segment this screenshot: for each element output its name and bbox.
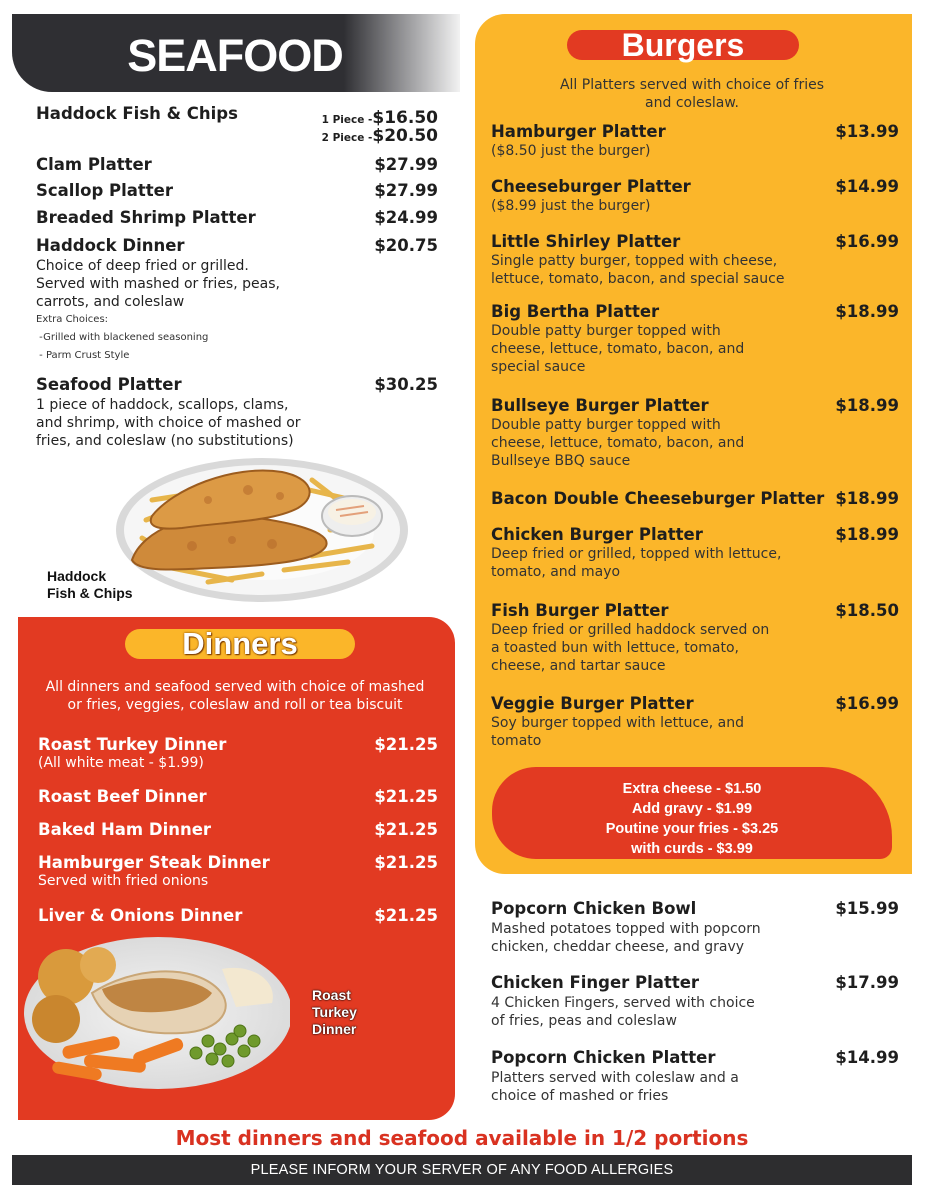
menu-item-chicken-finger-platter bbox=[491, 973, 899, 1030]
item-price: $20.75 bbox=[374, 236, 438, 255]
caption-line: Dinner bbox=[312, 1021, 357, 1037]
desc-line: Deep fried or grilled, topped with lettuce, bbox=[491, 546, 782, 562]
item-name: Scallop Platter bbox=[36, 181, 173, 200]
item-name: Breaded Shrimp Platter bbox=[36, 208, 256, 227]
tier-label: 1 Piece - bbox=[321, 114, 373, 126]
item-price: $21.25 bbox=[374, 820, 438, 839]
desc-line: tomato, and mayo bbox=[491, 564, 621, 580]
menu-item-cheeseburger-platter bbox=[491, 177, 899, 215]
item-price: $21.25 bbox=[374, 787, 438, 806]
desc-line: Single patty burger, topped with cheese, bbox=[491, 253, 778, 269]
item-price: $21.25 bbox=[374, 735, 438, 754]
seafood-title: SEAFOOD bbox=[127, 30, 343, 81]
tier-price: $16.50 bbox=[372, 108, 438, 128]
extra-choice: -Grilled with blackened seasoning bbox=[36, 332, 209, 343]
tier-price: $20.50 bbox=[372, 126, 438, 146]
item-name: Chicken Finger Platter bbox=[491, 973, 700, 992]
menu-item-veggie-burger-platter bbox=[491, 694, 899, 750]
item-price: $17.99 bbox=[835, 973, 899, 992]
item-price: $14.99 bbox=[835, 177, 899, 196]
price-tier-2-piece bbox=[322, 126, 438, 146]
burgers-intro bbox=[520, 76, 864, 112]
extra-choices-label: Extra Choices: bbox=[36, 314, 109, 325]
extra-option: Add gravy - $1.99 bbox=[631, 801, 753, 817]
intro-line: All dinners and seafood served with choice of mashed bbox=[45, 679, 425, 695]
menu-item-popcorn-chicken-platter bbox=[491, 1048, 899, 1105]
item-name: Veggie Burger Platter bbox=[491, 694, 694, 713]
desc-line: lettuce, tomato, bacon, and special sauce bbox=[491, 271, 785, 287]
desc-line: cheese, lettuce, tomato, bacon, and bbox=[491, 435, 745, 451]
item-price: $16.99 bbox=[835, 232, 899, 251]
desc-line: Choice of deep fried or grilled. bbox=[36, 258, 249, 274]
allergy-notice: PLEASE INFORM YOUR SERVER OF ANY FOOD ALLERGIES bbox=[12, 1155, 912, 1185]
item-price: $27.99 bbox=[374, 155, 438, 174]
desc-line: Double patty burger topped with bbox=[491, 323, 721, 339]
desc-line: fries, and coleslaw (no substitutions) bbox=[36, 433, 294, 449]
desc-line: ($8.50 just the burger) bbox=[491, 143, 651, 159]
item-name: Roast Beef Dinner bbox=[38, 787, 207, 806]
menu-item-roast-beef-dinner bbox=[38, 787, 438, 806]
item-price: $18.99 bbox=[835, 396, 899, 415]
menu-item-bullseye-burger-platter bbox=[491, 396, 899, 470]
haddock-photo-caption bbox=[47, 568, 133, 602]
desc-line: 4 Chicken Fingers, served with choice bbox=[491, 995, 755, 1011]
menu-item-liver-onions-dinner bbox=[38, 906, 438, 925]
menu-item-little-shirley-platter bbox=[491, 232, 899, 288]
item-description bbox=[491, 252, 899, 288]
item-price: $27.99 bbox=[374, 181, 438, 200]
item-price: $18.99 bbox=[835, 525, 899, 544]
item-description bbox=[491, 322, 899, 376]
dinners-intro bbox=[30, 678, 440, 714]
caption-line: Turkey bbox=[312, 1004, 357, 1020]
item-description bbox=[491, 714, 899, 750]
caption-line: Fish & Chips bbox=[47, 585, 133, 601]
desc-line: carrots, and coleslaw bbox=[36, 294, 185, 310]
item-name: Clam Platter bbox=[36, 155, 152, 174]
item-name: Bullseye Burger Platter bbox=[491, 396, 709, 415]
extra-option: with curds - $3.99 bbox=[631, 841, 753, 857]
desc-line: cheese, and tartar sauce bbox=[491, 658, 666, 674]
item-description bbox=[491, 416, 899, 470]
item-description: (All white meat - $1.99) bbox=[38, 755, 204, 771]
half-portions-note: Most dinners and seafood available in 1/2 portions bbox=[175, 1126, 749, 1150]
item-description bbox=[491, 994, 899, 1030]
item-name: Big Bertha Platter bbox=[491, 302, 660, 321]
menu-item-breaded-shrimp-platter bbox=[36, 208, 438, 227]
extra-choice: - Parm Crust Style bbox=[36, 350, 130, 361]
burgers-title: Burgers bbox=[567, 30, 799, 60]
desc-line: of fries, peas and coleslaw bbox=[491, 1013, 677, 1029]
item-price: $21.25 bbox=[374, 853, 438, 872]
item-name: Fish Burger Platter bbox=[491, 601, 669, 620]
item-description bbox=[491, 621, 899, 675]
menu-item-bacon-double-cheeseburger-platter bbox=[491, 489, 899, 508]
item-price: $30.25 bbox=[374, 375, 438, 394]
desc-line: Platters served with coleslaw and a bbox=[491, 1070, 739, 1086]
extra-option: Extra cheese - $1.50 bbox=[622, 781, 762, 797]
item-name: Roast Turkey Dinner bbox=[38, 735, 227, 754]
item-name: Baked Ham Dinner bbox=[38, 820, 212, 839]
item-name: Hamburger Steak Dinner bbox=[38, 853, 270, 872]
desc-line: a toasted bun with lettuce, tomato, bbox=[491, 640, 739, 656]
desc-line: Double patty burger topped with bbox=[491, 417, 721, 433]
menu-item-roast-turkey-dinner bbox=[38, 735, 438, 772]
menu-item-chicken-burger-platter bbox=[491, 525, 899, 581]
item-price: $18.50 bbox=[835, 601, 899, 620]
dinners-title: Dinners bbox=[125, 629, 355, 659]
item-price: $21.25 bbox=[374, 906, 438, 925]
seafood-banner bbox=[12, 14, 460, 92]
menu-item-fish-burger-platter bbox=[491, 601, 899, 675]
item-name: Hamburger Platter bbox=[491, 122, 666, 141]
desc-line: Mashed potatoes topped with popcorn bbox=[491, 921, 761, 937]
menu-item-clam-platter bbox=[36, 155, 438, 174]
item-description bbox=[491, 1069, 899, 1105]
item-price: $14.99 bbox=[835, 1048, 899, 1067]
desc-line: 1 piece of haddock, scallops, clams, bbox=[36, 397, 289, 413]
item-description bbox=[491, 920, 899, 956]
item-description bbox=[491, 197, 899, 215]
intro-line: and coleslaw. bbox=[645, 95, 739, 111]
menu-item-hamburger-platter bbox=[491, 122, 899, 160]
desc-line: cheese, lettuce, tomato, bacon, and bbox=[491, 341, 745, 357]
price-tier-1-piece bbox=[322, 108, 438, 128]
intro-line: or fries, veggies, coleslaw and roll or tea biscuit bbox=[67, 697, 403, 713]
item-description bbox=[36, 257, 438, 311]
item-name: Haddock Dinner bbox=[36, 236, 185, 255]
fish-and-chips-plate-image bbox=[112, 450, 408, 606]
item-name: Bacon Double Cheeseburger Platter bbox=[491, 489, 825, 508]
item-name: Liver & Onions Dinner bbox=[38, 906, 243, 925]
desc-line: choice of mashed or fries bbox=[491, 1088, 669, 1104]
item-price: $18.99 bbox=[835, 302, 899, 321]
menu-item-seafood-platter bbox=[36, 375, 438, 450]
desc-line: chicken, cheddar cheese, and gravy bbox=[491, 939, 745, 955]
item-description bbox=[491, 545, 899, 581]
caption-line: Haddock bbox=[47, 568, 107, 584]
desc-line: ($8.99 just the burger) bbox=[491, 198, 651, 214]
menu-item-popcorn-chicken-bowl bbox=[491, 899, 899, 956]
desc-line: Soy burger topped with lettuce, and bbox=[491, 715, 744, 731]
menu-item-haddock-fish-chips bbox=[36, 104, 438, 146]
menu-item-scallop-platter bbox=[36, 181, 438, 200]
desc-line: Deep fried or grilled haddock served on bbox=[491, 622, 770, 638]
desc-line: tomato bbox=[491, 733, 542, 749]
burger-extras-list bbox=[492, 779, 892, 859]
menu-item-hamburger-steak-dinner bbox=[38, 853, 438, 890]
desc-line: and shrimp, with choice of mashed or bbox=[36, 415, 301, 431]
menu-item-baked-ham-dinner bbox=[38, 820, 438, 839]
tier-label: 2 Piece - bbox=[321, 132, 373, 144]
item-price: $18.99 bbox=[835, 489, 899, 508]
extra-option: Poutine your fries - $3.25 bbox=[605, 821, 779, 837]
intro-line: All Platters served with choice of fries bbox=[559, 77, 825, 93]
item-description bbox=[36, 396, 438, 450]
item-name: Cheeseburger Platter bbox=[491, 177, 691, 196]
item-name: Seafood Platter bbox=[36, 375, 182, 394]
item-name: Haddock Fish & Chips bbox=[36, 104, 238, 123]
caption-line: Roast bbox=[312, 987, 351, 1003]
item-name: Popcorn Chicken Platter bbox=[491, 1048, 716, 1067]
item-price: $16.99 bbox=[835, 694, 899, 713]
desc-line: special sauce bbox=[491, 359, 586, 375]
item-name: Popcorn Chicken Bowl bbox=[491, 899, 697, 918]
extra-choices bbox=[36, 311, 438, 365]
item-price: $13.99 bbox=[835, 122, 899, 141]
roast-turkey-dinner-image bbox=[22, 933, 290, 1091]
roast-turkey-photo-caption bbox=[312, 987, 357, 1038]
menu-item-big-bertha-platter bbox=[491, 302, 899, 376]
item-name: Little Shirley Platter bbox=[491, 232, 681, 251]
item-description: Served with fried onions bbox=[38, 873, 209, 889]
desc-line: Served with mashed or fries, peas, bbox=[36, 276, 280, 292]
item-description bbox=[491, 142, 899, 160]
item-name: Chicken Burger Platter bbox=[491, 525, 703, 544]
item-price: $15.99 bbox=[835, 899, 899, 918]
desc-line: Bullseye BBQ sauce bbox=[491, 453, 631, 469]
menu-item-haddock-dinner bbox=[36, 236, 438, 365]
item-price: $24.99 bbox=[374, 208, 438, 227]
